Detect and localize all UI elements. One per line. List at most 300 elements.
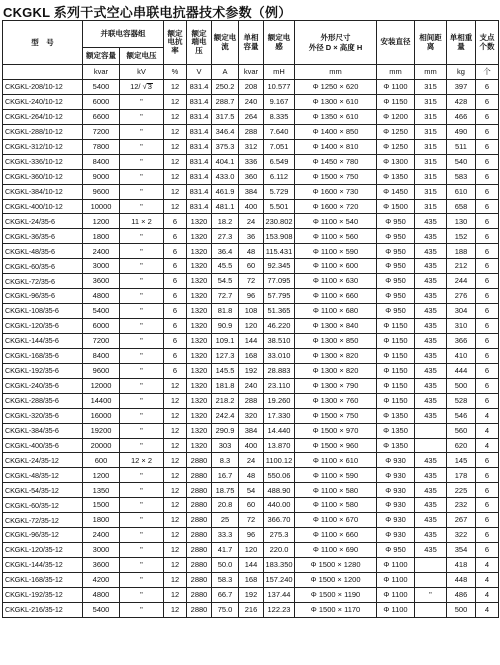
table-cell: 92.345 <box>264 259 295 274</box>
table-cell: 25 <box>212 513 239 528</box>
table-cell: 315 <box>415 109 447 124</box>
table-cell: 5400 <box>83 602 120 617</box>
units-cell: 个 <box>476 65 499 80</box>
table-cell: Φ 1250 × 620 <box>295 80 377 95</box>
table-cell: Φ 1100 <box>377 587 415 602</box>
table-row <box>3 438 499 453</box>
table-cell: 12 <box>164 498 187 513</box>
table-cell: 12 <box>164 468 187 483</box>
table-cell: 232 <box>447 498 476 513</box>
header-support-points: 支点个数 <box>476 21 499 65</box>
table-cell: 466 <box>447 109 476 124</box>
table-cell: 6 <box>476 319 499 334</box>
table-cell: 1320 <box>187 229 212 244</box>
table-cell: 1320 <box>187 214 212 229</box>
table-cell: " <box>120 602 164 617</box>
table-cell: 831.4 <box>187 80 212 95</box>
table-cell: 152 <box>447 229 476 244</box>
table-cell: 192 <box>239 363 264 378</box>
table-row <box>3 333 499 348</box>
table-cell: 366 <box>447 333 476 348</box>
table-cell: 303 <box>212 438 239 453</box>
table-cell: 2880 <box>187 513 212 528</box>
table-cell: 5400 <box>83 304 120 319</box>
model-cell: CKGKL-384/10-12 <box>3 184 83 199</box>
table-cell: 225 <box>447 483 476 498</box>
table-cell: " <box>120 378 164 393</box>
table-cell: Φ 950 <box>377 289 415 304</box>
table-cell: 9000 <box>83 169 120 184</box>
table-cell: Φ 1200 <box>377 109 415 124</box>
table-cell: 5400 <box>83 80 120 95</box>
table-cell: 1320 <box>187 408 212 423</box>
table-cell: 6 <box>476 154 499 169</box>
table-cell: " <box>120 199 164 214</box>
table-cell: " <box>120 348 164 363</box>
header-rated-current: 额定电流 <box>212 21 239 65</box>
table-cell: 5.729 <box>264 184 295 199</box>
table-cell: 127.3 <box>212 348 239 363</box>
table-cell: Φ 1350 <box>377 423 415 438</box>
table-cell: 486 <box>447 587 476 602</box>
table-cell: Φ 1100 <box>377 602 415 617</box>
table-cell: 12 <box>164 483 187 498</box>
table-cell: 212 <box>447 259 476 274</box>
table-cell: 6 <box>164 348 187 363</box>
table-cell: 24 <box>239 214 264 229</box>
table-cell: 397 <box>447 80 476 95</box>
table-row <box>3 558 499 573</box>
table-cell: 7200 <box>83 333 120 348</box>
table-cell: 66.7 <box>212 587 239 602</box>
table-cell: 6 <box>476 363 499 378</box>
table-cell: 6 <box>476 94 499 109</box>
table-cell: 1200 <box>83 214 120 229</box>
header-reactance-rate: 额定电抗率 <box>164 21 187 65</box>
table-cell: 12 <box>164 408 187 423</box>
table-cell: 418 <box>447 558 476 573</box>
table-cell: Φ 1100 × 580 <box>295 483 377 498</box>
table-cell: Φ 1250 <box>377 124 415 139</box>
table-cell: " <box>120 319 164 334</box>
table-cell: 831.4 <box>187 94 212 109</box>
table-row <box>3 378 499 393</box>
model-cell: CKGKL-72/35-12 <box>3 513 83 528</box>
table-cell: Φ 1300 × 820 <box>295 363 377 378</box>
table-cell: Φ 1100 <box>377 80 415 95</box>
table-cell: 490 <box>447 124 476 139</box>
table-cell: 23.110 <box>264 378 295 393</box>
table-cell: 2880 <box>187 483 212 498</box>
table-cell: Φ 1600 × 720 <box>295 199 377 214</box>
table-cell: 1200 <box>83 468 120 483</box>
model-cell: CKGKL-384/35-6 <box>3 423 83 438</box>
table-cell: 144 <box>239 558 264 573</box>
table-cell: 120 <box>239 543 264 558</box>
model-cell: CKGKL-120/35-12 <box>3 543 83 558</box>
table-cell: 288 <box>239 393 264 408</box>
table-cell: Φ 1150 <box>377 378 415 393</box>
table-cell: Φ 950 <box>377 274 415 289</box>
table-row <box>3 154 499 169</box>
units-cell: V <box>187 65 212 80</box>
table-cell: 435 <box>415 214 447 229</box>
table-cell: 12 <box>164 169 187 184</box>
table-cell: Φ 1500 × 1280 <box>295 558 377 573</box>
table-cell: Φ 930 <box>377 498 415 513</box>
model-cell: CKGKL-288/10-12 <box>3 124 83 139</box>
table-cell: 435 <box>415 333 447 348</box>
table-cell: 288 <box>239 124 264 139</box>
table-cell: 36 <box>239 229 264 244</box>
table-cell: 546 <box>447 408 476 423</box>
table-cell: 511 <box>447 139 476 154</box>
table-cell: 7.640 <box>264 124 295 139</box>
table-cell: 4 <box>476 572 499 587</box>
table-cell: 12 <box>164 438 187 453</box>
table-cell: Φ 1400 × 810 <box>295 139 377 154</box>
table-cell: Φ 1500 × 1170 <box>295 602 377 617</box>
table-cell: Φ 1300 <box>377 154 415 169</box>
model-cell: CKGKL-54/35-12 <box>3 483 83 498</box>
table-cell: Φ 1500 × 970 <box>295 423 377 438</box>
table-cell: Φ 950 <box>377 244 415 259</box>
table-cell: 428 <box>447 94 476 109</box>
table-row <box>3 274 499 289</box>
table-cell: 13.870 <box>264 438 295 453</box>
model-cell: CKGKL-168/35-12 <box>3 572 83 587</box>
header-model: 型 号 <box>3 21 83 65</box>
table-cell: 7200 <box>83 124 120 139</box>
table-cell: 435 <box>415 468 447 483</box>
table-cell: 1320 <box>187 244 212 259</box>
table-row <box>3 572 499 587</box>
table-cell: 6 <box>476 498 499 513</box>
table-cell: 6 <box>476 483 499 498</box>
table-cell: 12 × 2 <box>120 453 164 468</box>
table-cell: 12 <box>164 513 187 528</box>
table-cell: 1320 <box>187 259 212 274</box>
table-row <box>3 259 499 274</box>
table-cell: 58.3 <box>212 572 239 587</box>
table-cell: 57.795 <box>264 289 295 304</box>
table-cell: 145.5 <box>212 363 239 378</box>
table-cell: 2400 <box>83 528 120 543</box>
table-cell: 1320 <box>187 438 212 453</box>
model-cell: CKGKL-96/35-6 <box>3 289 83 304</box>
table-cell: 435 <box>415 393 447 408</box>
table-cell: 12 <box>164 184 187 199</box>
table-cell: Φ 1300 × 850 <box>295 333 377 348</box>
units-cell: mm <box>295 65 377 80</box>
table-cell: 1320 <box>187 378 212 393</box>
table-cell: 366.70 <box>264 513 295 528</box>
header-mount-diameter: 安装直径 <box>377 21 415 65</box>
table-cell: 157.240 <box>264 572 295 587</box>
table-cell: 1800 <box>83 229 120 244</box>
table-cell <box>415 602 447 617</box>
table-cell: Φ 1100 × 540 <box>295 214 377 229</box>
table-cell: 6 <box>476 333 499 348</box>
table-cell: 14.440 <box>264 423 295 438</box>
table-cell: 9600 <box>83 184 120 199</box>
table-cell: 122.23 <box>264 602 295 617</box>
table-row <box>3 199 499 214</box>
table-cell: 275.3 <box>264 528 295 543</box>
table-row <box>3 363 499 378</box>
table-cell: 8400 <box>83 348 120 363</box>
table-cell: 435 <box>415 483 447 498</box>
table-cell <box>415 558 447 573</box>
table-cell: " <box>120 124 164 139</box>
model-cell: CKGKL-336/10-12 <box>3 154 83 169</box>
table-cell: " <box>120 244 164 259</box>
table-cell: " <box>120 468 164 483</box>
table-row <box>3 109 499 124</box>
table-cell <box>415 438 447 453</box>
table-cell: 108 <box>239 304 264 319</box>
table-cell: Φ 1150 <box>377 348 415 363</box>
table-cell: 435 <box>415 453 447 468</box>
table-cell: 4 <box>476 408 499 423</box>
model-cell: CKGKL-208/10-12 <box>3 80 83 95</box>
table-cell: 16.7 <box>212 468 239 483</box>
table-cell: 528 <box>447 393 476 408</box>
table-cell: " <box>120 94 164 109</box>
table-cell: 831.4 <box>187 199 212 214</box>
table-cell: Φ 1100 <box>377 572 415 587</box>
model-cell: CKGKL-288/35-6 <box>3 393 83 408</box>
table-cell: Φ 1150 <box>377 94 415 109</box>
table-cell: 11 × 2 <box>120 214 164 229</box>
table-cell: 831.4 <box>187 109 212 124</box>
header-dimensions-line2: 外径 D × 高度 H <box>308 43 363 52</box>
table-cell: 6 <box>476 169 499 184</box>
table-cell: 560 <box>447 423 476 438</box>
model-cell: CKGKL-24/35-12 <box>3 453 83 468</box>
table-cell: Φ 930 <box>377 483 415 498</box>
table-cell: 2880 <box>187 453 212 468</box>
table-row <box>3 229 499 244</box>
table-cell: 6 <box>476 274 499 289</box>
table-cell: Φ 1100 × 690 <box>295 543 377 558</box>
table-cell: 218.2 <box>212 393 239 408</box>
table-row <box>3 80 499 95</box>
table-cell: 33.3 <box>212 528 239 543</box>
table-cell: Φ 1300 × 790 <box>295 378 377 393</box>
header-dimensions <box>295 21 377 65</box>
table-cell: 6 <box>476 468 499 483</box>
table-cell: 435 <box>415 513 447 528</box>
table-cell: Φ 950 <box>377 229 415 244</box>
table-cell: 137.44 <box>264 587 295 602</box>
table-cell: " <box>120 483 164 498</box>
table-cell: 6 <box>164 229 187 244</box>
table-cell: 831.4 <box>187 124 212 139</box>
table-cell: 2880 <box>187 543 212 558</box>
table-cell: 1800 <box>83 513 120 528</box>
model-cell: CKGKL-216/35-12 <box>3 602 83 617</box>
table-cell: " <box>120 423 164 438</box>
table-cell: " <box>120 393 164 408</box>
table-cell: 19200 <box>83 423 120 438</box>
table-cell: 96 <box>239 289 264 304</box>
table-cell: 3600 <box>83 558 120 573</box>
table-cell: 1500 <box>83 498 120 513</box>
table-cell: 12 <box>164 602 187 617</box>
table-cell: 435 <box>415 304 447 319</box>
model-cell: CKGKL-264/10-12 <box>3 109 83 124</box>
header-dimensions-line1: 外形尺寸 <box>320 32 351 42</box>
table-cell: 6.549 <box>264 154 295 169</box>
table-cell: 3000 <box>83 543 120 558</box>
table-cell: 9600 <box>83 363 120 378</box>
table-cell: 1320 <box>187 363 212 378</box>
table-cell: 60 <box>239 259 264 274</box>
table-cell: 6 <box>476 184 499 199</box>
table-row <box>3 587 499 602</box>
table-cell: 6 <box>164 333 187 348</box>
table-cell: " <box>120 154 164 169</box>
table-cell: 4 <box>476 423 499 438</box>
table-row <box>3 543 499 558</box>
header-terminal-voltage: 额定端电压 <box>187 21 212 65</box>
table-cell: 12 <box>164 199 187 214</box>
table-cell: 216 <box>239 602 264 617</box>
table-cell: 6 <box>164 274 187 289</box>
table-cell: 6 <box>476 543 499 558</box>
table-cell: 1320 <box>187 304 212 319</box>
table-cell: " <box>120 109 164 124</box>
header-phase-distance: 相间距离 <box>415 21 447 65</box>
table-cell: 6 <box>476 513 499 528</box>
table-row <box>3 139 499 154</box>
units-cell: mH <box>264 65 295 80</box>
table-cell: 220.0 <box>264 543 295 558</box>
table-cell: Φ 950 <box>377 259 415 274</box>
table-row <box>3 169 499 184</box>
table-row <box>3 498 499 513</box>
table-cell: Φ 1300 × 820 <box>295 348 377 363</box>
table-cell: 435 <box>415 244 447 259</box>
model-cell: CKGKL-240/10-12 <box>3 94 83 109</box>
table-cell: 600 <box>83 453 120 468</box>
table-cell: 12 <box>164 453 187 468</box>
model-cell: CKGKL-24/35-6 <box>3 214 83 229</box>
table-cell: 72.7 <box>212 289 239 304</box>
table-cell: 435 <box>415 363 447 378</box>
table-cell: 50.0 <box>212 558 239 573</box>
table-cell: 244 <box>447 274 476 289</box>
model-cell: CKGKL-60/35-6 <box>3 259 83 274</box>
table-cell: 540 <box>447 154 476 169</box>
table-cell: 583 <box>447 169 476 184</box>
table-cell: Φ 1100 × 560 <box>295 229 377 244</box>
table-cell: " <box>415 587 447 602</box>
header-capacitor-group: 并联电容器组 <box>83 21 164 48</box>
table-cell: 12 <box>164 528 187 543</box>
header-rated-inductance: 额定电感 <box>264 21 295 65</box>
table-cell: 831.4 <box>187 154 212 169</box>
table-cell: 36.4 <box>212 244 239 259</box>
table-cell: 276 <box>447 289 476 304</box>
header-rated-capacity: 额定容量 <box>83 48 120 65</box>
table-cell: 346.4 <box>212 124 239 139</box>
table-cell: 109.1 <box>212 333 239 348</box>
table-cell: 12 <box>164 558 187 573</box>
table-cell: 6 <box>476 139 499 154</box>
table-cell: 658 <box>447 199 476 214</box>
table-cell: 12 <box>164 154 187 169</box>
table-row <box>3 214 499 229</box>
table-cell: 481.1 <box>212 199 239 214</box>
table-cell: 10.577 <box>264 80 295 95</box>
table-cell: 315 <box>415 94 447 109</box>
table-cell: 4 <box>476 587 499 602</box>
table-cell: " <box>120 543 164 558</box>
table-cell: " <box>120 229 164 244</box>
table-cell: 6 <box>476 378 499 393</box>
units-cell: mm <box>415 65 447 80</box>
table-cell: 54.5 <box>212 274 239 289</box>
table-cell: " <box>120 363 164 378</box>
table-cell: Φ 930 <box>377 528 415 543</box>
table-cell: 6 <box>164 214 187 229</box>
table-row <box>3 423 499 438</box>
table-cell: 12 <box>164 423 187 438</box>
table-cell: 4 <box>476 438 499 453</box>
table-cell: 45.5 <box>212 259 239 274</box>
table-cell: Φ 1100 × 680 <box>295 304 377 319</box>
table-row <box>3 483 499 498</box>
table-cell: 208 <box>239 80 264 95</box>
model-cell: CKGKL-48/35-12 <box>3 468 83 483</box>
table-cell: 6 <box>476 304 499 319</box>
table-cell: 75.0 <box>212 602 239 617</box>
table-cell: 38.510 <box>264 333 295 348</box>
table-cell: 6 <box>476 348 499 363</box>
table-cell: 320 <box>239 408 264 423</box>
model-cell: CKGKL-72/35-6 <box>3 274 83 289</box>
table-cell: 6 <box>476 214 499 229</box>
table-cell: Φ 1350 <box>377 408 415 423</box>
table-cell: 317.5 <box>212 109 239 124</box>
table-row <box>3 289 499 304</box>
table-cell: 12 <box>164 572 187 587</box>
table-cell: 4800 <box>83 289 120 304</box>
table-cell: Φ 1500 × 1190 <box>295 587 377 602</box>
model-cell: CKGKL-60/35-12 <box>3 498 83 513</box>
table-cell: 433.0 <box>212 169 239 184</box>
table-cell: 8.3 <box>212 453 239 468</box>
table-cell: 831.4 <box>187 169 212 184</box>
units-cell: kV <box>120 65 164 80</box>
table-cell: 315 <box>415 154 447 169</box>
table-cell: Φ 1100 × 590 <box>295 468 377 483</box>
table-row <box>3 244 499 259</box>
table-cell: 435 <box>415 274 447 289</box>
table-cell: 435 <box>415 378 447 393</box>
table-cell: 8.335 <box>264 109 295 124</box>
table-cell: 2880 <box>187 572 212 587</box>
table-cell: 144 <box>239 333 264 348</box>
header-single-phase-capacity: 单相容量 <box>239 21 264 65</box>
table-row <box>3 468 499 483</box>
table-cell: 384 <box>239 184 264 199</box>
table-cell: 4 <box>476 558 499 573</box>
table-cell: " <box>120 139 164 154</box>
table-cell: 400 <box>239 438 264 453</box>
